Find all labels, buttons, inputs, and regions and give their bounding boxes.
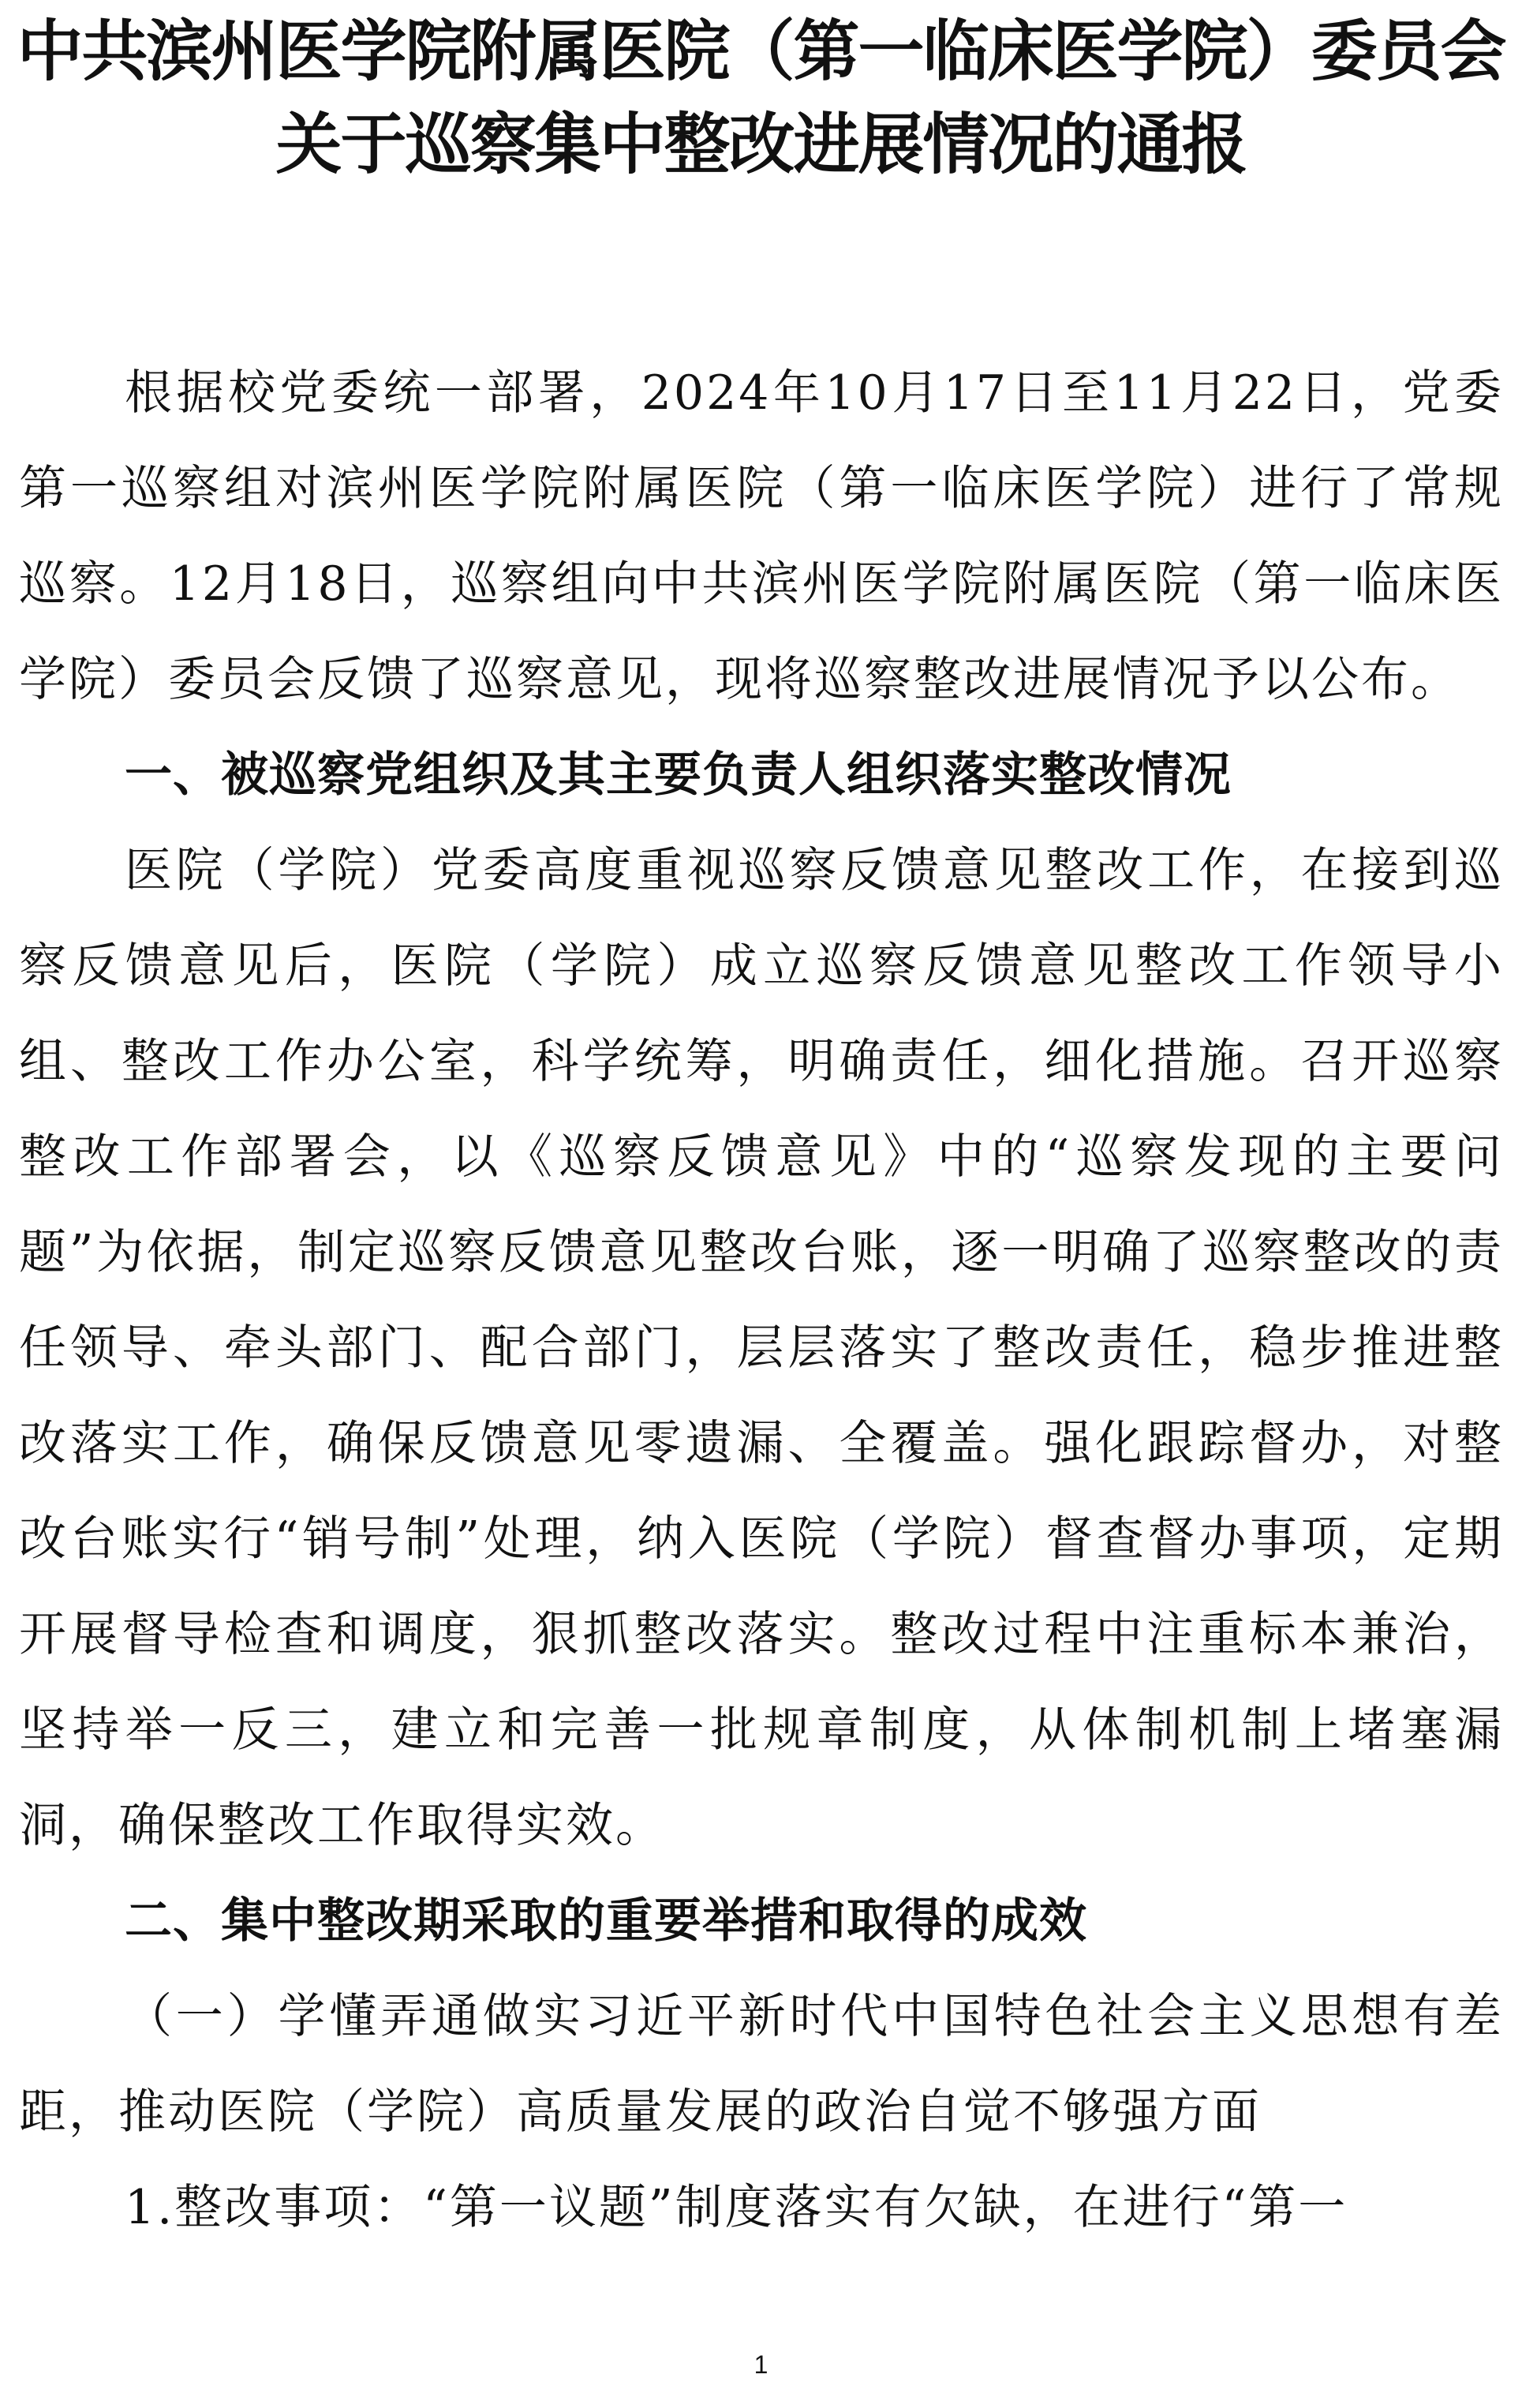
title-line-2: 关于巡察集中整改进展情况的通报: [275, 105, 1247, 183]
intro-paragraph: 根据校党委统一部署，2024年10月17日至11月22日，党委第一巡察组对滨州医学院附属医院（第一临床医学院）进行了常规巡察。12月18日，巡察组向中共滨州医学院附属医院（第一临床医学院）委员会反馈了巡察意见，现将巡察整改进展情况予以公布。: [19, 365, 1504, 707]
document-title: [0, 5, 1522, 191]
section-heading-1: 一、被巡察党组织及其主要负责人组织落实整改情况: [125, 747, 1232, 803]
page-number: 1: [754, 2350, 768, 2379]
section-1-paragraph: 医院（学院）党委高度重视巡察反馈意见整改工作，在接到巡察反馈意见后，医院（学院）成立巡察反馈意见整改工作领导小组、整改工作办公室，科学统筹，明确责任，细化措施。召开巡察整改工作部署会，以《巡察反馈意见》中的“巡察发现的主要问题”为依据，制定巡察反馈意见整改台账，逐一明确了巡察整改的责任领导、牵头部门、配合部门，层层落实了整改责任，稳步推进整改落实工作，确保反馈意见零遗漏、全覆盖。强化跟踪督办，对整改台账实行“销号制”处理，纳入医院（学院）督查督办事项，定期开展督导检查和调度，狠抓整改落实。整改过程中注重标本兼治，坚持举一反三，建立和完善一批规章制度，从体制机制上堵塞漏洞，确保整改工作取得实效。: [19, 843, 1504, 1853]
subsection-1-paragraph: （一）学懂弄通做实习近平新时代中国特色社会主义思想有差距，推动医院（学院）高质量发展的政治自觉不够强方面: [19, 1989, 1504, 2140]
title-line-1: 中共滨州医学院附属医院（第一临床医学院）委员会: [17, 12, 1505, 90]
section-heading-2: 二、集中整改期采取的重要举措和取得的成效: [125, 1893, 1087, 1949]
rectification-item-1-paragraph: 1.整改事项：“第一议题”制度落实有欠缺，在进行“第一: [125, 2180, 1348, 2235]
document-body: [19, 346, 1504, 2256]
